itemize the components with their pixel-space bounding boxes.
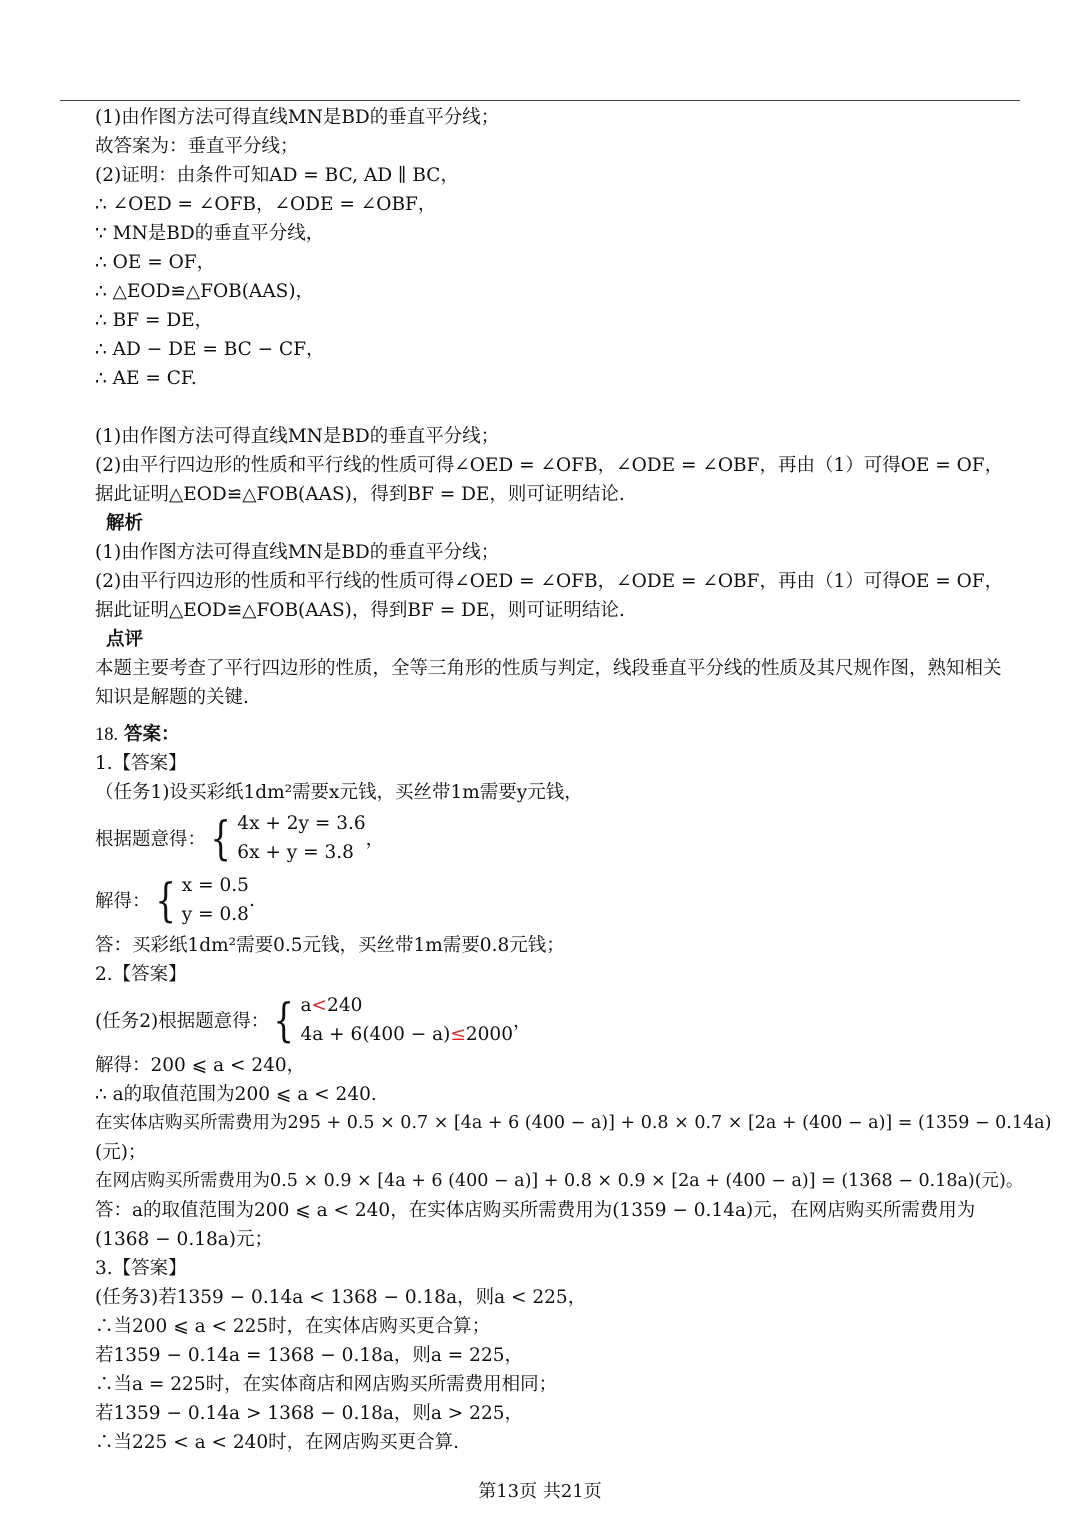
- answer-3-label: 3.【答案】: [95, 1258, 187, 1279]
- task2-inequality-system: [95, 989, 1045, 1051]
- system-prefix: 根据题意得：: [95, 829, 207, 850]
- equation-system: [206, 809, 366, 867]
- text-line: ∴ a的取值范围为200 ⩽ a < 240.: [95, 1084, 377, 1105]
- question-18-header: [95, 720, 1045, 749]
- page-content: [95, 103, 1052, 1457]
- page-footer: 第13页 共21页: [478, 1481, 602, 1502]
- inequality-row: [301, 991, 513, 1020]
- text-line: 知识是解题的关键.: [95, 687, 249, 708]
- dianping-heading: 点评: [106, 629, 144, 650]
- answer-2-label: 2.【答案】: [95, 964, 187, 985]
- text-line: (2)由平行四边形的性质和平行线的性质可得∠OED = ∠OFB，∠ODE = ∠OBF，再由（1）可得OE = OF，: [95, 455, 1004, 476]
- answer-label: 答案：: [124, 724, 180, 745]
- text-line: (2)证明：由条件可知AD = BC, AD ∥ BC，: [95, 165, 459, 186]
- text-line: ∴当200 ⩽ a < 225时，在实体店购买更合算；: [95, 1316, 491, 1337]
- equation-row: x = 0.5: [181, 875, 249, 896]
- task1-solution-system: [95, 869, 1045, 931]
- system-prefix: 解得：: [95, 891, 151, 912]
- text-line: 故答案为：垂直平分线；: [95, 136, 299, 157]
- row-operator: <: [311, 995, 328, 1016]
- analysis-section: [95, 538, 1045, 625]
- text-line: ∴ AE = CF.: [95, 368, 197, 389]
- row-rhs: 2000: [465, 1024, 513, 1045]
- text-line: ∵ MN是BD的垂直平分线，: [95, 223, 325, 244]
- jiexi-heading: 解析: [106, 513, 144, 534]
- text-line: 在实体店购买所需费用为295 + 0.5 × 0.7 × [4a + 6 (400 − a)] + 0.8 × 0.7 × [2a + (400 − a)] = (1359 − 0.14a): [95, 1113, 1052, 1133]
- text-line: (任务3)若1359 − 0.14a < 1368 − 0.18a，则a < 225，: [95, 1287, 587, 1308]
- left-brace: {: [210, 811, 231, 865]
- task1-equation-system: [95, 807, 1045, 869]
- text-line: 若1359 − 0.14a > 1368 − 0.18a，则a > 225，: [95, 1403, 523, 1424]
- row-lhs: a: [300, 995, 312, 1016]
- solution-block: [95, 103, 1045, 393]
- equation-system: [151, 871, 249, 929]
- text-line: ∴ ∠OED = ∠OFB，∠ODE = ∠OBF，: [95, 194, 437, 215]
- text-line: 在网店购买所需费用为0.5 × 0.9 × [4a + 6 (400 − a)] + 0.8 × 0.9 × [2a + (400 − a)] = (1368 − 0.18a)(元)。: [95, 1171, 1024, 1191]
- analysis-summary: [95, 422, 1045, 509]
- text-line: 本题主要考查了平行四边形的性质，全等三角形的性质与判定，线段垂直平分线的性质及其尺规作图，熟知相关: [95, 658, 1002, 679]
- text-line: (元)；: [95, 1142, 147, 1163]
- text-line: ∴当225 < a < 240时，在网店购买更合算.: [95, 1432, 460, 1453]
- task1-intro: （任务1)设买彩纸1dm²需要x元钱，买丝带1m需要y元钱，: [95, 782, 583, 803]
- text-line: 据此证明△EOD≌△FOB(AAS)，得到BF = DE，则可证明结论.: [95, 600, 625, 621]
- text-line: ∴ BF = DE，: [95, 310, 214, 331]
- text-line: (1)由作图方法可得直线MN是BD的垂直平分线；: [95, 426, 500, 447]
- row-lhs: 4a + 6(400 − a): [300, 1024, 451, 1045]
- system-suffix: ，: [365, 829, 385, 850]
- text-line: 解得：200 ⩽ a < 240，: [95, 1055, 306, 1076]
- text-line: ∴ OE = OF，: [95, 252, 216, 273]
- answer-1-label: 1.【答案】: [95, 753, 187, 774]
- question-number: 18.: [95, 725, 119, 745]
- inequality-system: [269, 991, 513, 1049]
- text-line: 答：a的取值范围为200 ⩽ a < 240，在实体店购买所需费用为(1359 − 0.14a)元，在网店购买所需费用为: [95, 1200, 976, 1221]
- left-brace: {: [273, 993, 295, 1047]
- text-line: ∴当a = 225时，在实体商店和网店购买所需费用相同；: [95, 1374, 558, 1395]
- text-line: (1368 − 0.18a)元；: [95, 1229, 273, 1250]
- system-suffix: ，: [512, 1011, 532, 1032]
- equation-row: y = 0.8: [181, 904, 249, 925]
- row-operator: ≤: [450, 1024, 466, 1045]
- row-rhs: 240: [327, 995, 363, 1016]
- system-suffix: .: [248, 889, 255, 911]
- task1-answer: 答：买彩纸1dm²需要0.5元钱，买丝带1m需要0.8元钱；: [95, 935, 565, 956]
- text-line: (2)由平行四边形的性质和平行线的性质可得∠OED = ∠OFB，∠ODE = ∠OBF，再由（1）可得OE = OF，: [95, 571, 1004, 592]
- spacer: [95, 712, 1045, 720]
- text-line: 据此证明△EOD≌△FOB(AAS)，得到BF = DE，则可证明结论.: [95, 484, 625, 505]
- left-brace: {: [154, 873, 176, 927]
- text-line: (1)由作图方法可得直线MN是BD的垂直平分线；: [95, 542, 500, 563]
- task2-solution: [95, 1051, 1052, 1254]
- inequality-row: [301, 1020, 513, 1049]
- equation-row: 4x + 2y = 3.6: [237, 813, 366, 834]
- task3-solution: [95, 1283, 1045, 1457]
- equation-row: 6x + y = 3.8: [237, 842, 354, 863]
- text-line: 若1359 − 0.14a = 1368 − 0.18a，则a = 225，: [95, 1345, 523, 1366]
- text-line: ∴ AD − DE = BC − CF，: [95, 339, 325, 360]
- comment-section: [95, 654, 1045, 712]
- header-rule: [60, 100, 1020, 101]
- text-line: (1)由作图方法可得直线MN是BD的垂直平分线；: [95, 107, 500, 128]
- text-line: ∴ △EOD≌△FOB(AAS)，: [95, 281, 315, 302]
- spacer: [95, 393, 1045, 422]
- system-prefix: (任务2)根据题意得：: [95, 1011, 270, 1032]
